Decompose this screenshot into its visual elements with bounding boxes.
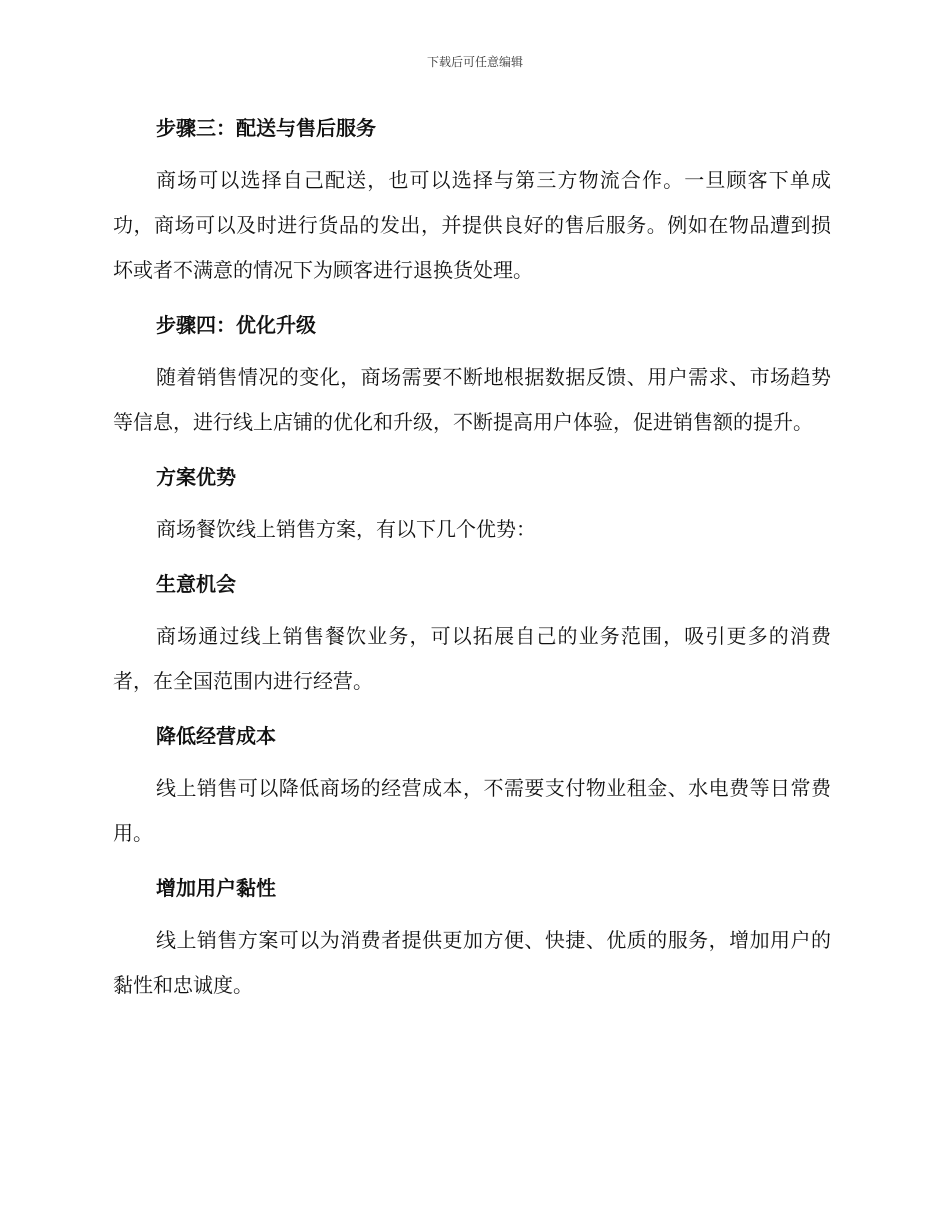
section-paragraph: 商场通过线上销售餐饮业务，可以拓展自己的业务范围，吸引更多的消费者，在全国范围内进行经营。 — [113, 624, 831, 693]
section-paragraph: 商场可以选择自己配送，也可以选择与第三方物流合作。一旦顾客下单成功，商场可以及时进行货品的发出，并提供良好的售后服务。例如在物品遭到损坏或者不满意的情况下为顾客进行退换货处理。 — [113, 168, 831, 282]
section-advantages — [113, 457, 831, 564]
section-step-four — [113, 305, 831, 457]
section-heading: 方案优势 — [156, 465, 236, 489]
header-note: 下载后可任意编辑 — [426, 55, 523, 69]
section-heading: 降低经营成本 — [156, 724, 276, 748]
section-reduce-cost — [113, 716, 831, 868]
section-heading: 生意机会 — [156, 572, 236, 596]
section-heading: 步骤四：优化升级 — [156, 313, 316, 337]
document-content — [113, 108, 831, 1008]
section-heading: 步骤三：配送与售后服务 — [156, 116, 376, 140]
section-user-stickiness — [113, 868, 831, 1008]
section-step-three — [113, 108, 831, 305]
section-business-opportunity — [113, 564, 831, 716]
section-paragraph: 线上销售方案可以为消费者提供更加方便、快捷、优质的服务，增加用户的黏性和忠诚度。 — [113, 928, 831, 997]
section-heading: 增加用户黏性 — [156, 876, 276, 900]
section-paragraph: 线上销售可以降低商场的经营成本，不需要支付物业租金、水电费等日常费用。 — [113, 776, 831, 845]
section-paragraph: 随着销售情况的变化，商场需要不断地根据数据反馈、用户需求、市场趋势等信息，进行线上店铺的优化和升级，不断提高用户体验，促进销售额的提升。 — [113, 365, 831, 434]
section-paragraph: 商场餐饮线上销售方案，有以下几个优势： — [156, 517, 536, 541]
